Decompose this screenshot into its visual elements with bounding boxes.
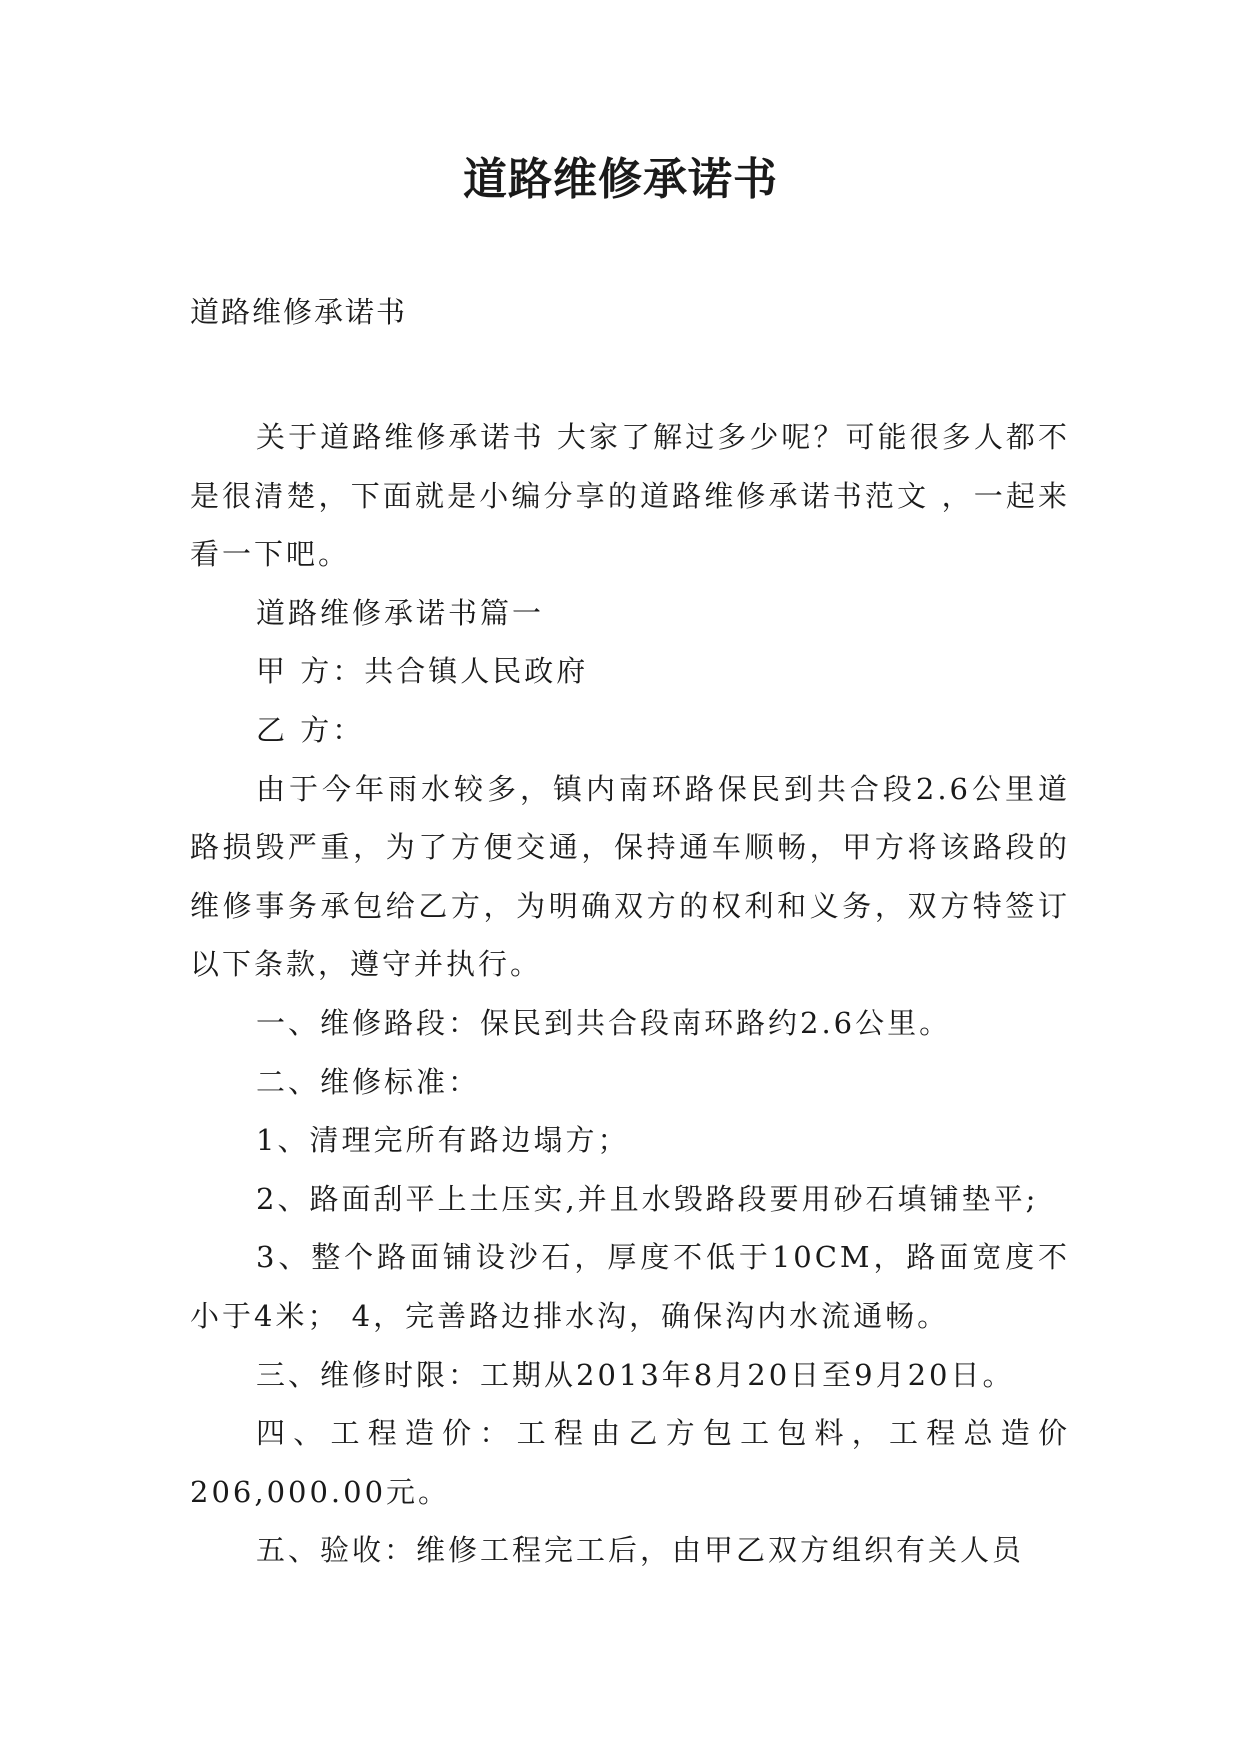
paragraph-clause-5: 五、验收：维修工程完工后，由甲乙双方组织有关人员 [256, 1533, 1025, 1568]
paragraph-section-heading: 道路维修承诺书篇一 [256, 595, 545, 630]
paragraph-clause-3: 三、维修时限：工期从2013年8月20日至9月20日。 [256, 1357, 1015, 1392]
paragraph-party-b: 乙 方： [256, 712, 365, 747]
paragraph-standard-3: 3、整个路面铺设沙石，厚度不低于10CM，路面宽度不小于4米； 4，完善路边排水沟，确保沟内水流通畅。 [190, 1240, 1070, 1333]
paragraph-background: 由于今年雨水较多，镇内南环路保民到共合段2.6公里道路损毁严重，为了方便交通，保持通车顺畅，甲方将该路段的维修事务承包给乙方，为明确双方的权利和义务，双方特签订以下条款，遵守并执行。 [190, 771, 1070, 982]
paragraph-standard-2: 2、路面刮平上土压实,并且水毁路段要用砂石填铺垫平; [256, 1181, 1039, 1216]
paragraph-intro: 关于道路维修承诺书 大家了解过多少呢？可能很多人都不是很清楚，下面就是小编分享的道路维修承诺书范文 ，一起来看一下吧。 [190, 420, 1070, 572]
paragraph-party-a: 甲 方：共合镇人民政府 [256, 654, 589, 689]
paragraph-standard-1: 1、清理完所有路边塌方； [256, 1123, 630, 1158]
document-body [190, 408, 1070, 1580]
document-subtitle: 道路维修承诺书 [190, 295, 408, 329]
paragraph-clause-4: 四、工程造价：工程由乙方包工包料，工程总造价206,000.00元。 [190, 1416, 1070, 1509]
paragraph-clause-1: 一、维修路段：保民到共合段南环路约2.6公里。 [256, 1005, 952, 1040]
document-title: 道路维修承诺书 [463, 154, 778, 205]
paragraph-clause-2: 二、维修标准： [256, 1064, 481, 1099]
